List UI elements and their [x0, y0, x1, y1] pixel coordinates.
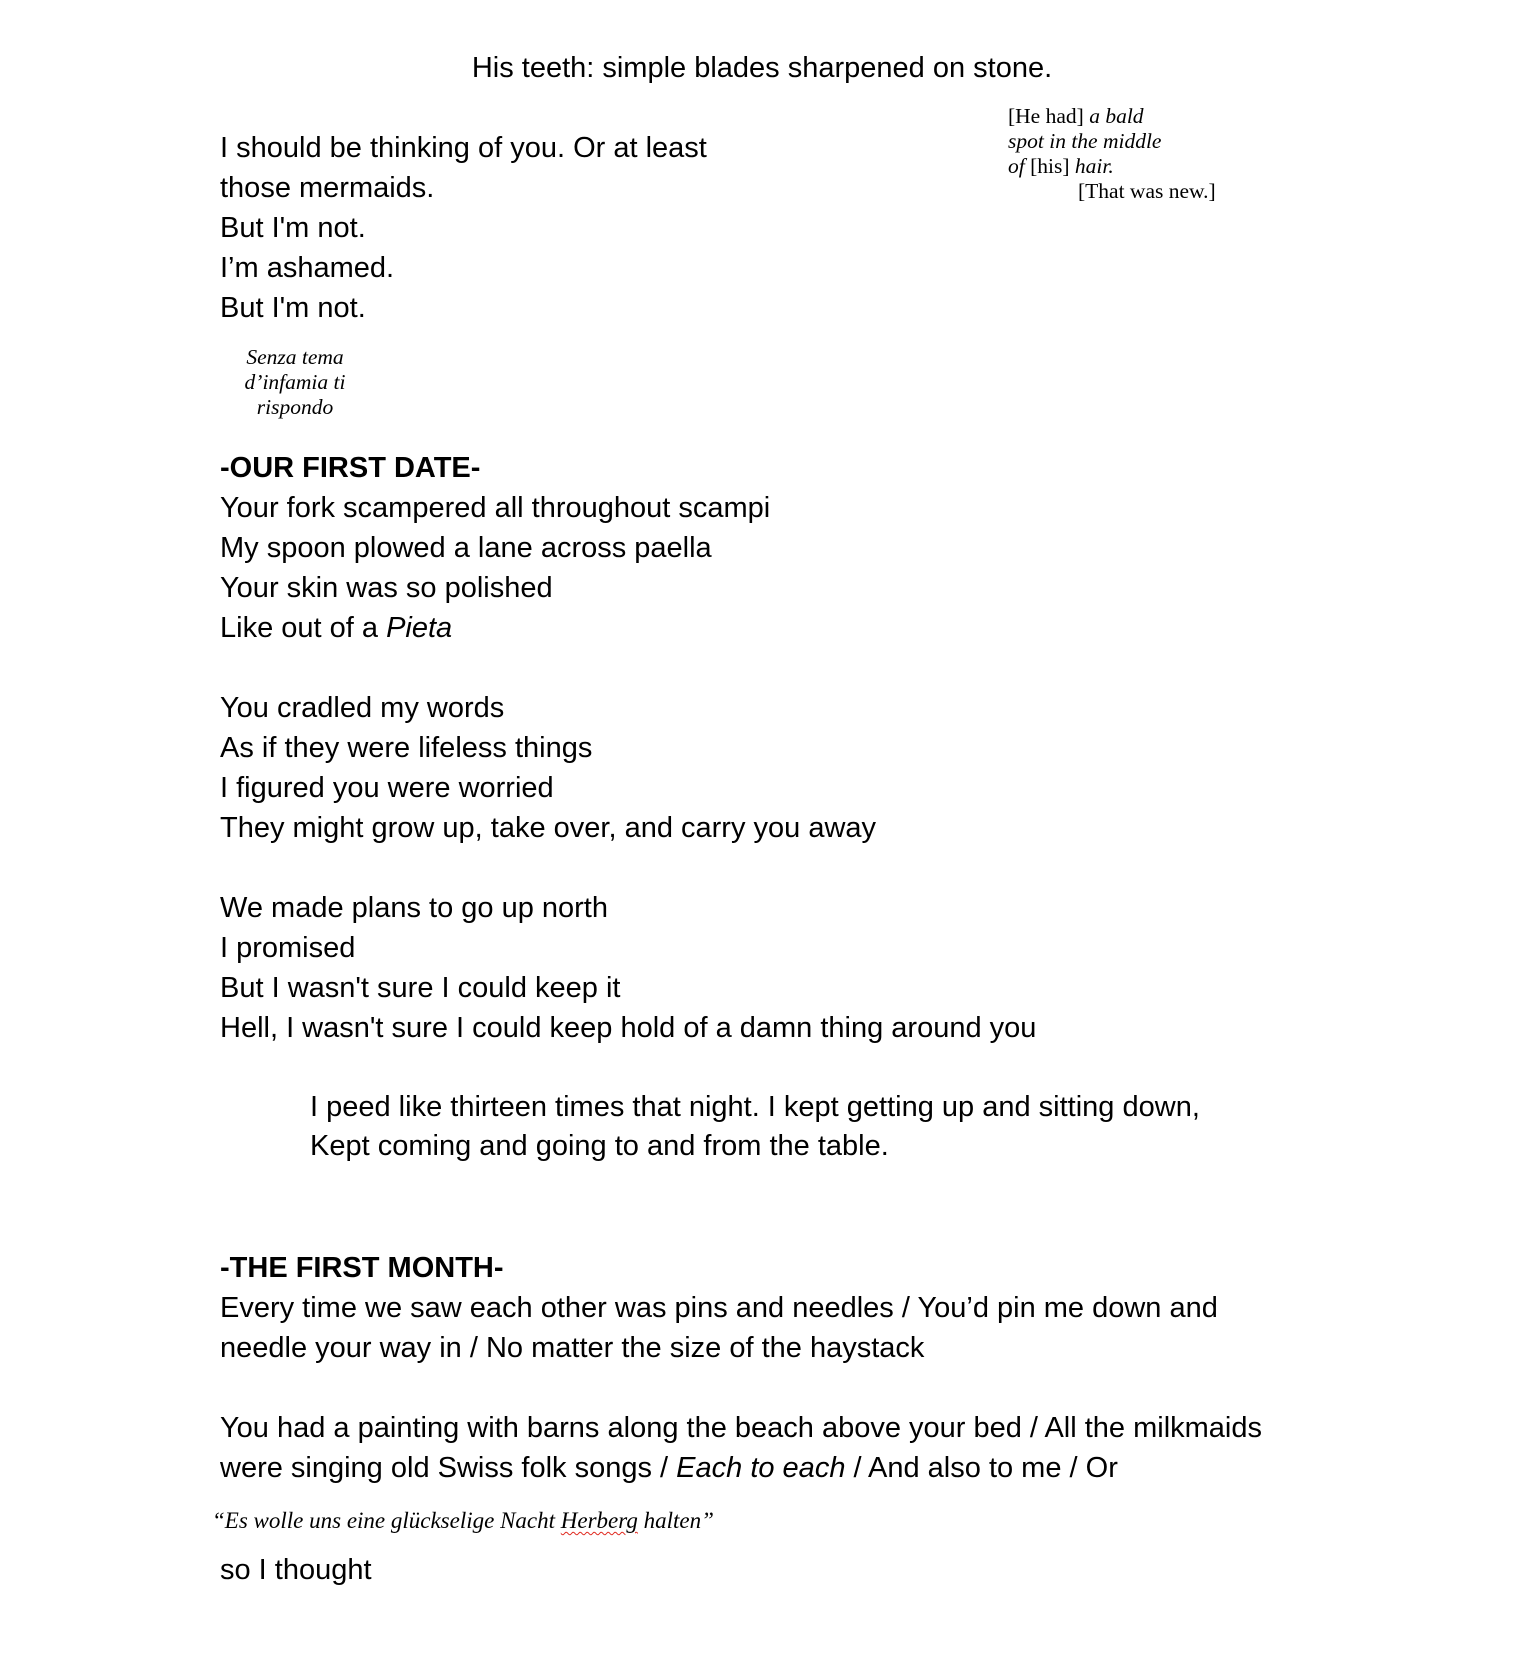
- prose-line: I peed like thirteen times that night. I kept getting up and sitting down,: [310, 1091, 1200, 1123]
- prose-line: needle your way in / No matter the size of the haystack: [220, 1332, 925, 1364]
- prose-line: [220, 1448, 1262, 1488]
- poem-line: I’m ashamed.: [220, 252, 395, 284]
- closing-line: so I thought: [220, 1554, 372, 1586]
- blank-line: [220, 848, 1036, 888]
- poem-line: Hell, I wasn't sure I could keep hold of a damn thing around you: [220, 1012, 1037, 1044]
- text-plain: / And also to me / Or: [845, 1452, 1118, 1484]
- poem-line: They might grow up, take over, and carry you away: [220, 812, 877, 844]
- text-italic: Pieta: [386, 612, 453, 644]
- poem-line: I promised: [220, 932, 356, 964]
- section-first-month: [220, 1248, 1262, 1488]
- poem-line: As if they were lifeless things: [220, 732, 593, 764]
- poem-line: But I'm not.: [220, 212, 366, 244]
- prose-line: You had a painting with barns along the beach above your bed / All the milkmaids: [220, 1412, 1263, 1444]
- poem-line: those mermaids.: [220, 172, 435, 204]
- margin-note-left: [220, 345, 370, 420]
- prose-line: Kept coming and going to and from the table.: [310, 1130, 889, 1162]
- text-plain: Like out of a: [220, 612, 387, 644]
- quote-text: “Es wolle uns eine glückselige Nacht: [212, 1508, 561, 1533]
- note-italic: of: [1008, 154, 1031, 178]
- poem-line: But I wasn't sure I could keep it: [220, 972, 621, 1004]
- margin-note-line: Senza tema: [246, 345, 344, 369]
- section-heading: -THE FIRST MONTH-: [220, 1252, 504, 1284]
- german-quote: [212, 1508, 714, 1533]
- margin-note-line: [1008, 154, 1216, 179]
- text-italic: Each to each: [676, 1452, 846, 1484]
- section-first-date: [220, 448, 1036, 1048]
- prose-line: Every time we saw each other was pins and needles / You’d pin me down and: [220, 1292, 1218, 1324]
- blank-line: [220, 648, 1036, 688]
- margin-note-top: [1008, 104, 1216, 204]
- poem-line: My spoon plowed a lane across paella: [220, 532, 712, 564]
- top-line: His teeth: simple blades sharpened on stone.: [471, 52, 1053, 84]
- section-heading: -OUR FIRST DATE-: [220, 452, 481, 484]
- opening-stanza: [220, 128, 707, 328]
- margin-note-line: [That was new.]: [1078, 179, 1216, 203]
- note-plain: [He had]: [1008, 104, 1090, 128]
- poem-line: We made plans to go up north: [220, 892, 608, 924]
- margin-note-line: d’infamia ti: [244, 370, 346, 394]
- poem-line: You cradled my words: [220, 692, 505, 724]
- margin-note-line: spot in the middle: [1008, 129, 1162, 153]
- note-italic: hair.: [1074, 154, 1114, 178]
- poem-line: Your skin was so polished: [220, 572, 553, 604]
- note-plain: [his]: [1030, 154, 1075, 178]
- poem-line: Your fork scampered all throughout scampi: [220, 492, 771, 524]
- indented-prose: [310, 1088, 1200, 1166]
- poem-line: I figured you were worried: [220, 772, 554, 804]
- note-italic: a bald: [1089, 104, 1144, 128]
- poem-line: [220, 608, 1036, 648]
- poem-line: I should be thinking of you. Or at least: [220, 132, 707, 164]
- poem-line: But I'm not.: [220, 292, 366, 324]
- text-plain: were singing old Swiss folk songs /: [220, 1452, 677, 1484]
- margin-note-line: [1008, 104, 1216, 129]
- blank-line: [220, 1368, 1262, 1408]
- quote-text: halten”: [637, 1508, 714, 1533]
- margin-note-line: rispondo: [256, 395, 334, 419]
- spellcheck-flagged-word[interactable]: Herberg: [560, 1508, 638, 1533]
